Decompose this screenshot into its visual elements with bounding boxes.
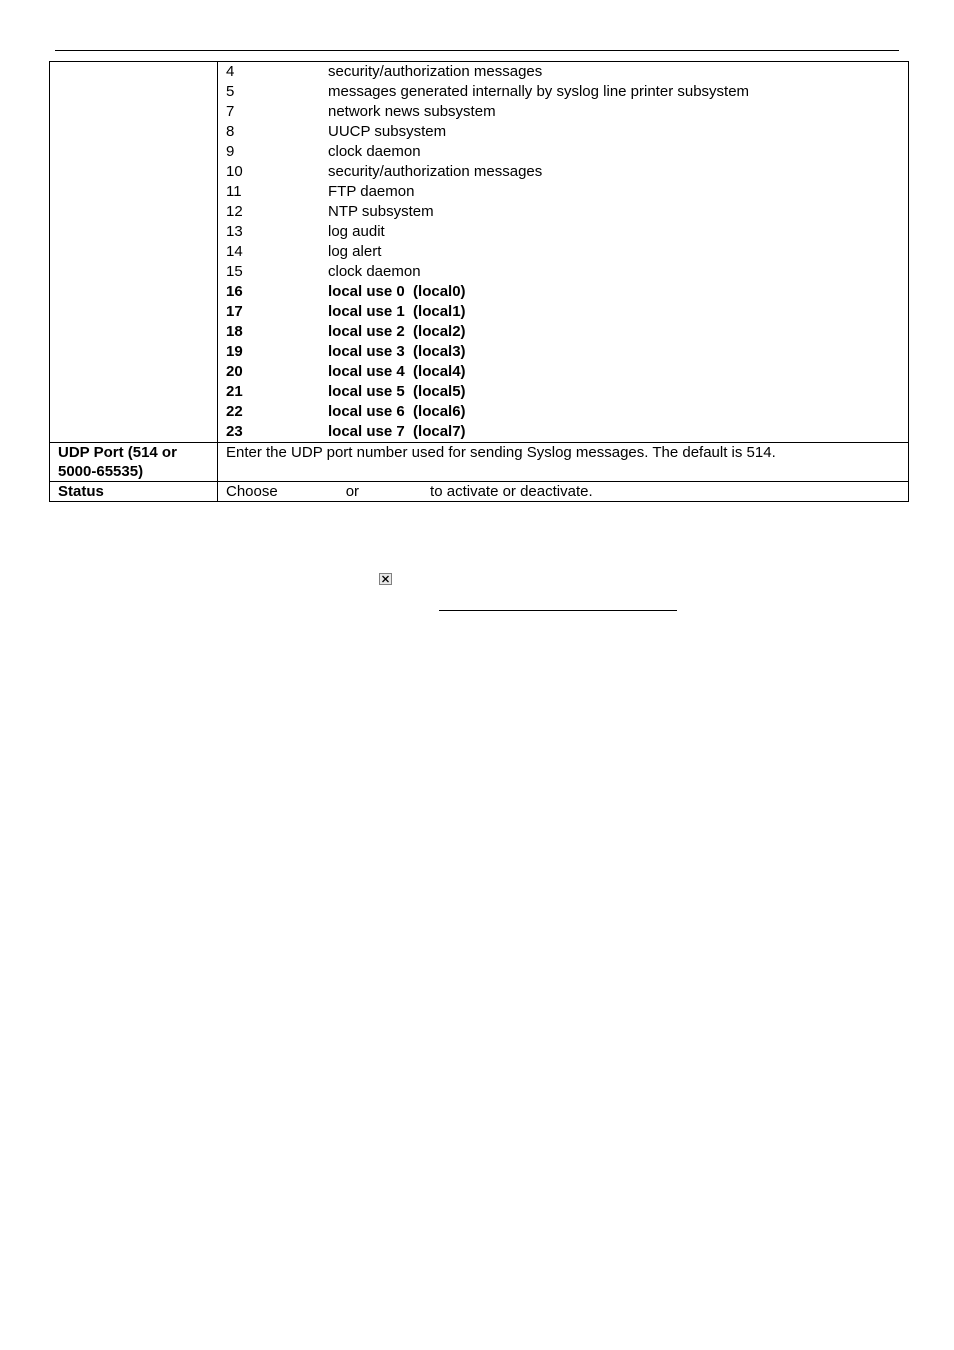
facility-code-number: 4 (226, 63, 235, 80)
status-row (50, 482, 909, 502)
facility-code-row (226, 142, 900, 162)
facility-code-description: log audit (328, 223, 385, 240)
status-label: Status (50, 482, 218, 502)
facility-code-row (226, 242, 900, 262)
facility-code-description: security/authorization messages (328, 63, 543, 80)
facility-code-row (226, 282, 900, 302)
facility-label-cell (50, 62, 218, 443)
facility-code-description: FTP daemon (328, 183, 415, 200)
facility-code-number: 10 (226, 163, 243, 180)
facility-code-row (226, 222, 900, 242)
facility-code-row (226, 422, 900, 442)
facility-code-list (226, 62, 900, 442)
facility-code-number: 23 (226, 423, 243, 440)
status-choose-text: Choose (226, 483, 278, 500)
facility-code-number: 13 (226, 223, 243, 240)
udp-port-label (50, 443, 218, 482)
udp-port-description: Enter the UDP port number used for sending Syslog messages. The default is 514. (218, 443, 909, 482)
facility-code-row (226, 62, 900, 82)
facility-code-row (226, 382, 900, 402)
facility-code-description: log alert (328, 243, 382, 260)
facility-code-description: local use 3 (local3) (328, 343, 466, 360)
facility-code-number: 11 (226, 183, 242, 200)
facility-code-description: local use 0 (local0) (328, 283, 466, 300)
facility-code-number: 9 (226, 143, 235, 160)
facility-code-number: 12 (226, 203, 243, 220)
facility-code-number: 14 (226, 243, 243, 260)
udp-port-row (50, 443, 909, 482)
facility-code-description: local use 5 (local5) (328, 383, 466, 400)
facility-code-number: 19 (226, 343, 243, 360)
facility-code-description: clock daemon (328, 143, 421, 160)
link-underline (439, 610, 677, 611)
facility-code-description: clock daemon (328, 263, 421, 280)
facility-code-description: messages generated internally by syslog line printer subsystem (328, 83, 750, 100)
facility-codes-cell (218, 62, 909, 443)
facility-code-number: 7 (226, 103, 235, 120)
facility-code-description: local use 4 (local4) (328, 363, 466, 380)
broken-image-icon (379, 573, 392, 585)
facility-code-number: 20 (226, 363, 243, 380)
facility-code-number: 21 (226, 383, 243, 400)
facility-code-row (226, 262, 900, 282)
facility-code-number: 8 (226, 123, 235, 140)
facility-code-row (226, 162, 900, 182)
udp-port-label-line2: 5000-65535) (58, 463, 144, 480)
facility-code-row (226, 402, 900, 422)
facility-code-description: local use 6 (local6) (328, 403, 466, 420)
status-or-text: or (345, 483, 360, 500)
facility-code-number: 18 (226, 323, 243, 340)
facility-code-row (226, 322, 900, 342)
syslog-settings-table (49, 61, 909, 502)
facility-code-row (226, 122, 900, 142)
facility-code-description: NTP subsystem (328, 203, 434, 220)
facility-code-description: local use 1 (local1) (328, 303, 466, 320)
udp-port-label-line1: UDP Port (514 or (58, 444, 177, 461)
facility-code-number: 17 (226, 303, 243, 320)
facility-code-number: 5 (226, 83, 235, 100)
facility-code-number: 15 (226, 263, 243, 280)
facility-code-description: UUCP subsystem (328, 123, 447, 140)
facility-code-row (226, 362, 900, 382)
status-description (218, 482, 909, 502)
facility-code-description: security/authorization messages (328, 163, 543, 180)
facility-row (50, 62, 909, 443)
facility-code-description: local use 7 (local7) (328, 423, 466, 440)
facility-code-row (226, 302, 900, 322)
facility-code-row (226, 182, 900, 202)
facility-code-row (226, 102, 900, 122)
facility-code-row (226, 202, 900, 222)
facility-code-number: 16 (226, 283, 243, 300)
header-rule (55, 50, 899, 51)
facility-code-description: local use 2 (local2) (328, 323, 466, 340)
facility-code-row (226, 342, 900, 362)
status-end-text: to activate or deactivate. (430, 483, 593, 500)
facility-code-description: network news subsystem (328, 103, 496, 120)
facility-code-number: 22 (226, 403, 243, 420)
facility-code-row (226, 82, 900, 102)
